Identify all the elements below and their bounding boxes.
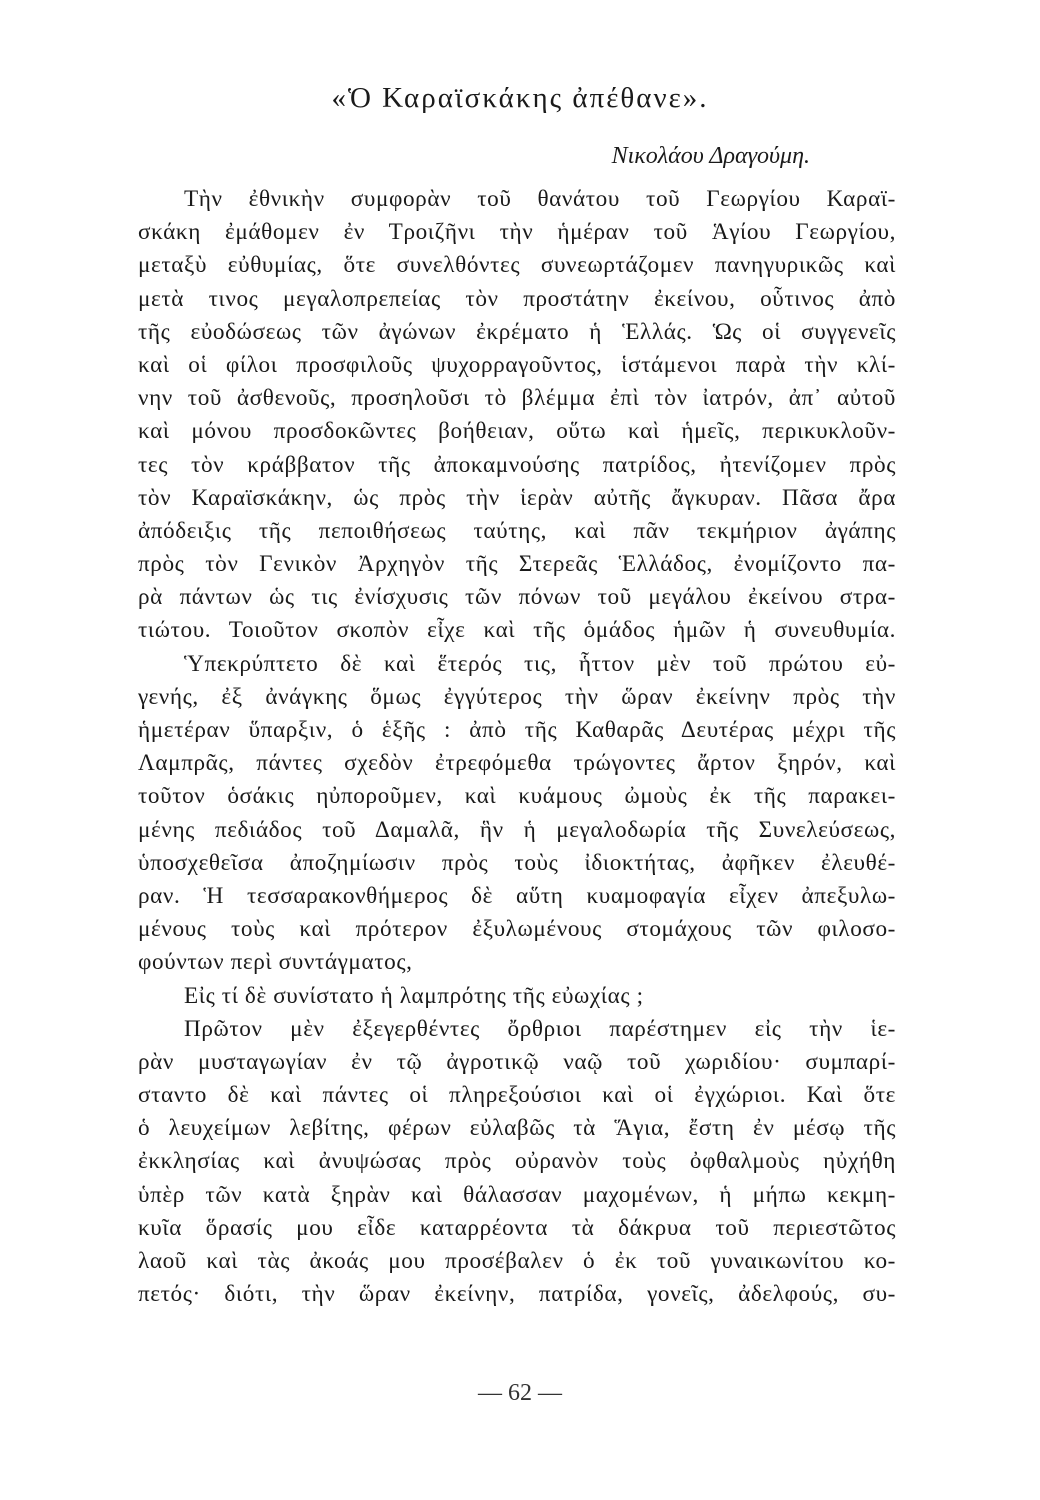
text-line: ρὰ πάντων ὡς τις ἐνίσχυσις τῶν πόνων τοῦ μεγάλου ἐκείνου στρα- <box>138 584 896 611</box>
text-line: Εἰς τί δὲ συνίστατο ἡ λαμπρότης τῆς εὐωχίας ; <box>184 982 644 1009</box>
text-line: σταντο δὲ καὶ πάντες οἱ πληρεξούσιοι καὶ οἱ ἐγχώριοι. Καὶ ὅτε <box>138 1082 896 1109</box>
page-number: — 62 — <box>478 1380 562 1406</box>
page-title: «Ὁ Καραϊσκάκης ἀπέθανε». <box>331 82 709 114</box>
text-line: καὶ οἱ φίλοι προσφιλοῦς ψυχορραγοῦντος, ἱστάμενοι παρὰ τὴν κλί- <box>138 351 896 378</box>
text-line: τιώτου. Τοιοῦτον σκοπὸν εἶχε καὶ τῆς ὁμάδος ἡμῶν ἡ συνευθυμία. <box>138 617 896 644</box>
text-line: ὑποσχεθεῖσα ἀποζημίωσιν πρὸς τοὺς ἰδιοκτήτας, ἀφῆκεν ἐλευθέ- <box>138 849 896 876</box>
text-line: Τὴν ἐθνικὴν συμφορὰν τοῦ θανάτου τοῦ Γεωργίου Καραϊ- <box>184 186 896 212</box>
text-line: σκάκη ἐμάθομεν ἐν Τροιζῆνι τὴν ἡμέραν τοῦ Ἁγίου Γεωργίου, <box>138 219 896 246</box>
text-line: τες τὸν κράββατον τῆς ἀποκαμνούσης πατρίδος, ἠτενίζομεν πρὸς <box>138 451 896 478</box>
text-line: κυῖα ὅρασίς μου εἶδε καταρρέοντα τὰ δάκρυα τοῦ περιεστῶτος <box>138 1214 896 1241</box>
text-line: μετὰ τινος μεγαλοπρεπείας τὸν προστάτην ἐκείνου, οὗτινος ἀπὸ <box>138 285 896 312</box>
text-line: Πρῶτον μὲν ἐξεγερθέντες ὄρθριοι παρέστημεν εἰς τὴν ἱε- <box>184 1015 896 1042</box>
text-line: πετός· διότι, τὴν ὥραν ἐκείνην, πατρίδα, γονεῖς, ἀδελφούς, συ- <box>138 1281 896 1308</box>
text-line: ὁ λευχείμων λεβίτης, φέρων εὐλαβῶς τὰ Ἅγια, ἔστη ἐν μέσῳ τῆς <box>138 1115 896 1142</box>
text-line: Ὑπεκρύπτετο δὲ καὶ ἕτερός τις, ἧττον μὲν τοῦ πρώτου εὐ- <box>184 650 896 677</box>
text-line: καὶ μόνου προσδοκῶντες βοήθειαν, οὕτω καὶ ἡμεῖς, περικυκλοῦν- <box>138 418 896 445</box>
text-line: νην τοῦ ἀσθενοῦς, προσηλοῦσι τὸ βλέμμα ἐπὶ τὸν ἰατρόν, ἀπ᾽ αὐτοῦ <box>138 385 896 412</box>
text-line: γενής, ἐξ ἀνάγκης ὅμως ἐγγύτερος τὴν ὥραν ἐκείνην πρὸς τὴν <box>138 683 896 710</box>
text-line: μένης πεδιάδος τοῦ Δαμαλᾶ, ἣν ἡ μεγαλοδωρία τῆς Συνελεύσεως, <box>138 816 896 843</box>
text-line: μένους τοὺς καὶ πρότερον ἐξυλωμένους στομάχους τῶν φιλοσο- <box>138 916 896 943</box>
text-line: ὑπὲρ τῶν κατὰ ξηρὰν καὶ θάλασσαν μαχομένων, ἡ μήπω κεκμη- <box>138 1181 896 1208</box>
text-line: τὸν Καραϊσκάκην, ὡς πρὸς τὴν ἱερὰν αὐτῆς ἄγκυραν. Πᾶσα ἄρα <box>138 484 896 511</box>
text-line: μεταξὺ εὐθυμίας, ὅτε συνελθόντες συνεωρτάζομεν πανηγυρικῶς καὶ <box>138 252 896 279</box>
text-line: λαοῦ καὶ τὰς ἀκοάς μου προσέβαλεν ὁ ἐκ τοῦ γυναικωνίτου κο- <box>138 1248 896 1274</box>
text-line: φούντων περὶ συντάγματος, <box>138 949 413 976</box>
body-text <box>138 183 896 1311</box>
text-line: Λαμπρᾶς, πάντες σχεδὸν ἐτρεφόμεθα τρώγοντες ἄρτον ξηρόν, καὶ <box>138 750 896 777</box>
text-line: ἐκκλησίας καὶ ἀνυψώσας πρὸς οὐρανὸν τοὺς ὀφθαλμοὺς ηὐχήθη <box>138 1148 896 1175</box>
text-line: ἀπόδειξις τῆς πεποιθήσεως ταύτης, καὶ πᾶν τεκμήριον ἀγάπης <box>138 517 896 544</box>
text-line: τοῦτον ὁσάκις ηὐποροῦμεν, καὶ κυάμους ὠμοὺς ἐκ τῆς παρακει- <box>138 783 896 810</box>
text-line: πρὸς τὸν Γενικὸν Ἀρχηγὸν τῆς Στερεᾶς Ἑλλάδος, ἐνομίζοντο πα- <box>138 551 896 578</box>
text-line: τῆς εὐοδώσεως τῶν ἀγώνων ἐκρέματο ἡ Ἑλλάς. Ὡς οἱ συγγενεῖς <box>138 318 896 345</box>
text-line: ρὰν μυσταγωγίαν ἐν τῷ ἀγροτικῷ ναῷ τοῦ χωριδίου· συμπαρί- <box>138 1048 896 1075</box>
text-line: ἡμετέραν ὕπαρξιν, ὁ ἑξῆς : ἀπὸ τῆς Καθαρᾶς Δευτέρας μέχρι τῆς <box>138 717 896 743</box>
text-line: ραν. Ἡ τεσσαρακονθήμερος δὲ αὕτη κυαμοφαγία εἶχεν ἀπεξυλω- <box>138 882 896 909</box>
author-name: Νικολάου Δραγούμη. <box>611 143 810 169</box>
